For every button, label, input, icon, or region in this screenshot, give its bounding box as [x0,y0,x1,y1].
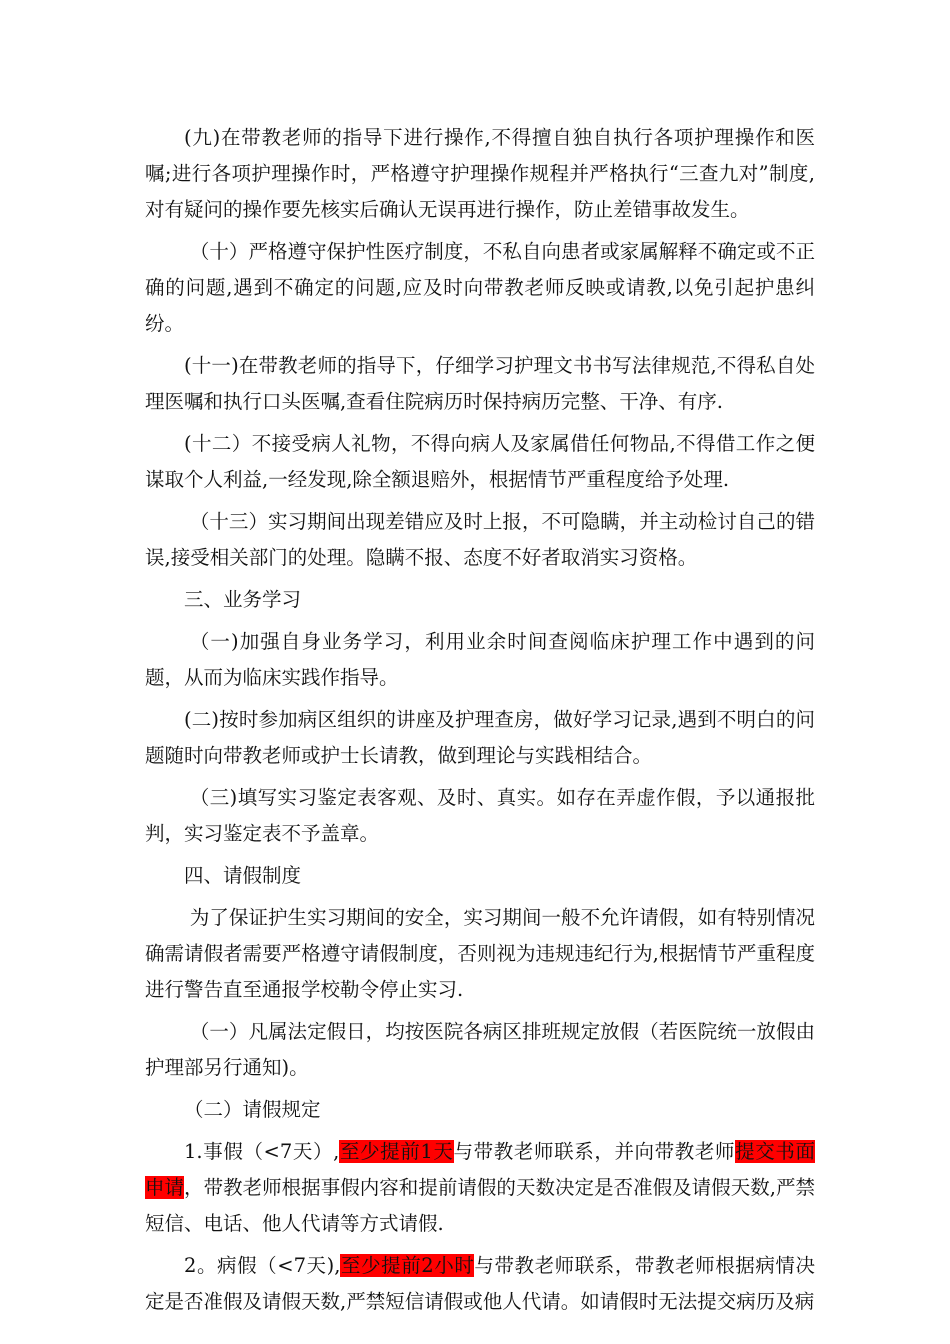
paragraph-leave-1: （一）凡属法定假日，均按医院各病区排班规定放假（若医院统一放假由护理部另行通知)。 [145,1020,815,1079]
paragraph-item-9: (九)在带教老师的指导下进行操作,不得擅自独自执行各项护理操作和医嘱;进行各项护理操作时，严格遵守护理操作规程并严格执行“三查九对”制度,对有疑问的操作要先核实后确认无误再进行操作，防止差错事故发生。 [145,126,815,221]
paragraph-study-2: (二)按时参加病区组织的讲座及护理查房，做好学习记录,遇到不明白的问题随时向带教老师或护士长请教，做到理论与实践相结合。 [145,708,815,767]
paragraph-study-3: （三)填写实习鉴定表客观、及时、真实。如存在弄虚作假，予以通报批判，实习鉴定表不予盖章。 [145,786,815,845]
paragraph-study-1: （一)加强自身业务学习，利用业余时间查阅临床护理工作中遇到的问题，从而为临床实践作指导。 [145,630,815,689]
paragraph-sick-leave [145,1248,815,1320]
personal-leave-text-e: ，带教老师根据事假内容和提前请假的天数决定是否准假及请假天数,严禁短信、电话、他人代请等方式请假. [145,1176,815,1235]
personal-leave-text-a: 1.事假（<7天）, [184,1140,340,1163]
sick-leave-text-c: 与带教老师联系，带教老师根据病情决定是否准假及请假天数,严禁短信请假或他人代请。如请假时无法提交病历及病 [145,1254,815,1313]
highlight-two-hours-advance: 至少提前2小时 [340,1254,475,1277]
paragraph-personal-leave [145,1134,815,1242]
document-body [145,120,815,1326]
subheading-leave-rules: （二）请假规定 [184,1098,321,1121]
paragraph-item-11: (十一)在带教老师的指导下，仔细学习护理文书书写法律规范,不得私自处理医嘱和执行口头医嘱,查看住院病历时保持病历完整、干净、有序. [145,354,815,413]
paragraph-item-13: （十三）实习期间出现差错应及时上报，不可隐瞒，并主动检讨自己的错误,接受相关部门的处理。隐瞒不报、态度不好者取消实习资格。 [145,510,815,569]
section-heading-leave-policy: 四、请假制度 [184,864,302,887]
highlight-one-day-advance: 至少提前1天 [339,1140,454,1163]
paragraph-item-10: （十）严格遵守保护性医疗制度，不私自向患者或家属解释不确定或不正确的问题,遇到不确定的问题,应及时向带教老师反映或请教,以免引起护患纠纷。 [145,240,815,335]
section-heading-business-study: 三、业务学习 [184,588,302,611]
sick-leave-text-a: 2。病假（<7天), [184,1254,341,1277]
highlight-written-application: 提交书面申请 [145,1140,815,1199]
paragraph-item-12: (十二）不接受病人礼物，不得向病人及家属借任何物品,不得借工作之便谋取个人利益,一经发现,除全额退赔外，根据情节严重程度给予处理. [145,432,815,491]
paragraph-leave-intro: 为了保证护生实习期间的安全，实习期间一般不允许请假，如有特别情况确需请假者需要严格遵守请假制度，否则视为违规违纪行为,根据情节严重程度进行警告直至通报学校勒令停止实习. [145,906,815,1001]
personal-leave-text-c: 与带教老师联系，并向带教老师 [453,1140,736,1163]
